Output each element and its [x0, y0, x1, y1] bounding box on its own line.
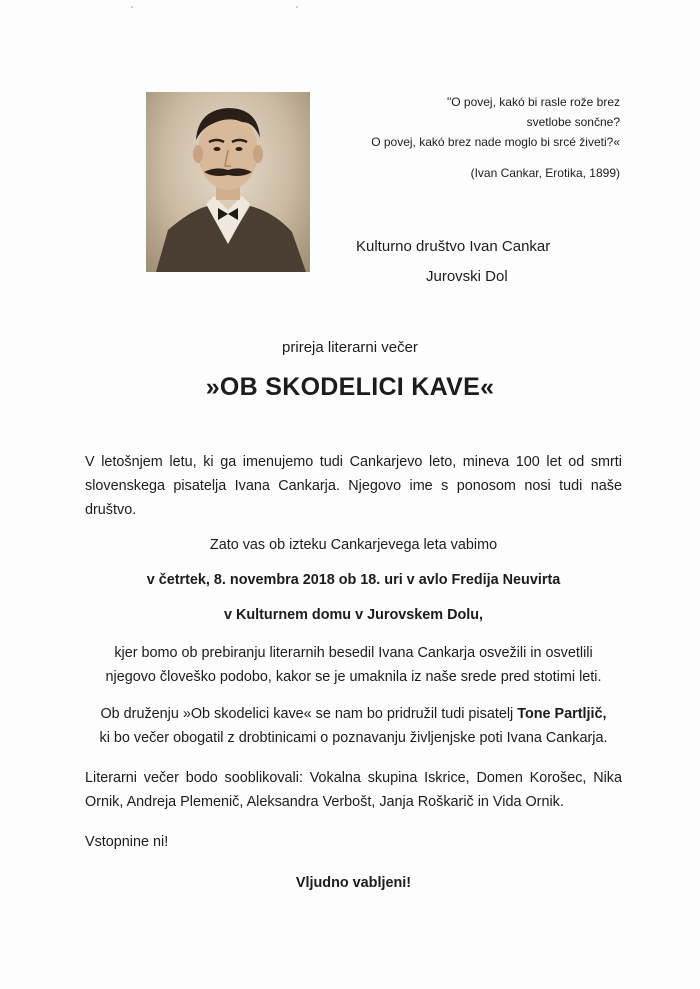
quote-line-1: "O povej, kakó bi rasle rože brez — [446, 95, 620, 109]
program-line-1: kjer bomo ob prebiranju literarnih besedil Ivana Cankarja osvežili in osvetlili — [114, 645, 593, 661]
quote-line-2: svetlobe sončne? — [526, 115, 620, 129]
quote-line-3: O povej, kakó brez nade moglo bi srcé živeti?« — [371, 135, 620, 149]
invite-line: Zato vas ob izteku Cankarjevega leta vabimo — [209, 537, 498, 553]
event-presents: prireja literarni večer — [282, 339, 418, 356]
portrait-photo — [146, 92, 310, 272]
event-title: »OB SKODELICI KAVE« — [205, 373, 495, 401]
event-venue: v Kulturnem domu v Jurovskem Dolu, — [223, 607, 484, 623]
invitation-body — [85, 450, 622, 895]
portrait-icon — [146, 92, 310, 272]
guest-line-1 — [85, 702, 622, 726]
poem-quote — [300, 92, 620, 183]
organizer-block — [300, 232, 600, 292]
organizer-place: Jurovski Dol — [426, 268, 508, 285]
organizer-name: Kulturno društvo Ivan Cankar — [356, 238, 551, 255]
closing-line: Vljudno vabljeni! — [295, 875, 412, 891]
guest-line-2: ki bo večer obogatil z drobtinicami o poznavanju življenjske poti Ivana Cankarja. — [99, 730, 608, 746]
event-date: v četrtek, 8. novembra 2018 ob 18. uri v avlo Fredija Neuvirta — [146, 572, 561, 588]
quote-source: (Ivan Cankar, Erotika, 1899) — [470, 166, 620, 180]
intro-paragraph: V letošnjem letu, ki ga imenujemo tudi Cankarjevo leto, mineva 100 let od smrti slovenskega pisatelja Ivana Cankarja. Njegovo ime s ponosom nosi tudi naše društvo. — [85, 454, 622, 518]
guest-paragraph — [85, 702, 622, 750]
scan-speck — [131, 6, 133, 8]
performers-paragraph: Literarni večer bodo sooblikovali: Vokalna skupina Iskrice, Domen Korošec, Nika Ornik, Andreja Plemenič, Aleksandra Verbošt, Janja Roškarič in Vida Ornik. — [85, 770, 622, 810]
admission-note: Vstopnine ni! — [85, 834, 169, 850]
program-paragraph — [85, 641, 622, 689]
scan-speck — [296, 6, 298, 8]
guest-name: Tone Partljič, — [517, 706, 607, 722]
guest-line-1-text: Ob druženju »Ob skodelici kave« se nam bo pridružil tudi pisatelj — [100, 706, 518, 722]
program-line-2: njegovo človeško podobo, kakor se je umaknila iz naše srede pred stotimi leti. — [105, 669, 602, 685]
